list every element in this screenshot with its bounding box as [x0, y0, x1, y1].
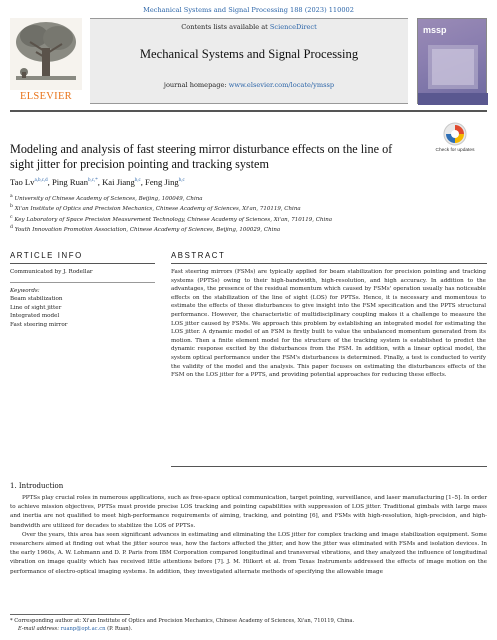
affiliation-item	[10, 193, 480, 203]
email-link[interactable]: ruanp@opt.ac.cn	[60, 626, 106, 633]
check-for-updates-icon[interactable]	[441, 122, 469, 160]
email-line	[10, 625, 487, 633]
article-info-divider	[10, 263, 155, 264]
author-list: Tao Lv$^{a,b,c,d}$, Ping Ruan$^{b,c,*}$, Kai Jiang$^{b,c}$, Feng Jing$^{b,c}$	[10, 177, 185, 187]
author-name[interactable]: Tao Lv	[10, 177, 35, 187]
article-title: Modeling and analysis of fast steering mirror disturbance effects on the line of sight jitter for precision pointing and tracking system	[10, 142, 393, 171]
keyword-item: Beam stabilization	[10, 296, 63, 303]
elsevier-tree-logo[interactable]	[10, 18, 82, 104]
abstract-heading: ABSTRACT	[171, 251, 226, 260]
masthead-divider	[10, 110, 487, 112]
keywords-label: Keywords:	[10, 287, 40, 294]
affiliation-item	[10, 214, 480, 224]
affiliation-text: Key Laboratory of Space Precision Measurement Technology, Chinese Academy of Sciences, Xi'an, 710119, China	[14, 216, 333, 223]
affiliation-sup: d	[10, 225, 13, 231]
footnote	[10, 617, 487, 633]
contents-prefix: Contents lists available at	[181, 23, 268, 31]
affiliation-item	[10, 203, 480, 213]
corresponding-author-note: * Corresponding author at: Xi'an Institute of Optics and Precision Mechanics, Chinese Academy of Sciences, Xi'an, 710119, China.	[10, 618, 355, 624]
affiliation-sup: c	[10, 214, 13, 220]
journal-reference[interactable]: Mechanical Systems and Signal Processing 188 (2023) 110002	[143, 6, 354, 14]
cover-art-icon	[418, 19, 488, 105]
author-sup[interactable]: a,b,c,d	[34, 178, 48, 184]
keyword-item: Fast steering mirror	[10, 321, 68, 328]
communicated-by: Communicated by J. Rodellar	[10, 269, 93, 275]
affiliation-text: University of Chinese Academy of Sciences, Beijing, 100049, China	[14, 195, 203, 202]
journal-banner	[90, 18, 408, 104]
abstract-divider	[171, 263, 487, 264]
contents-line	[90, 23, 408, 31]
journal-title: Mechanical Systems and Signal Processing	[139, 47, 359, 61]
paragraph: PPTSs play crucial roles in numerous applications, such as free-space optical communication, target pointing, surveillance, and laser manufacturing [1–5]. In order to achieve mission objectives, PPTSs must provide precise LOS tracking and pointing capabilities with suppression of LOS jitter. Traditional gimbals with large mass and inertia are not qualified to meet high-performance requirements of aiming, tracking, and pointing [6], and FSMs with high-resolution, high-precision, and high-bandwidth are utilized for decades to stabilize the LOS of PPTSs.	[10, 495, 488, 529]
author-sup[interactable]: b,c	[134, 178, 141, 184]
author-sup[interactable]: b,c,*	[88, 178, 98, 184]
keyword-item: Line of sight jitter	[10, 304, 62, 311]
homepage-prefix: journal homepage:	[163, 81, 227, 89]
affiliation-list	[10, 193, 480, 235]
introduction-body	[10, 494, 487, 577]
author-sup[interactable]: b,c	[178, 178, 185, 184]
author-name[interactable]: Kai Jiang	[102, 177, 135, 187]
email-label: E-mail address:	[18, 626, 59, 633]
keywords-separator	[10, 282, 155, 283]
keyword-item: Integrated model	[10, 313, 60, 320]
publisher-name: ELSEVIER	[20, 91, 72, 102]
homepage-line	[90, 81, 408, 89]
footnote-separator	[10, 614, 130, 615]
journal-cover-thumbnail[interactable]	[417, 18, 487, 104]
cover-title: mssp	[423, 25, 447, 35]
affiliation-item	[10, 224, 480, 234]
author-name[interactable]: Feng Jing	[145, 177, 179, 187]
homepage-link[interactable]: www.elsevier.com/locate/ymssp	[228, 81, 335, 89]
article-info-heading: ARTICLE INFO	[10, 251, 83, 260]
author-name[interactable]: Ping Ruan	[51, 177, 89, 187]
affiliation-text: Youth Innovation Promotion Association, Chinese Academy of Sciences, Beijing, 100029, China	[14, 227, 281, 234]
sciencedirect-link[interactable]: ScienceDirect	[269, 23, 317, 31]
affiliation-text: Xi'an Institute of Optics and Precision Mechanics, Chinese Academy of Sciences, Xi'an, 710119, China	[14, 206, 301, 213]
check-for-updates-label[interactable]: Check for updates	[435, 148, 475, 153]
abstract-text: Fast steering mirrors (FSMs) are typically applied for beam stabilization for precision pointing and tracking systems (PPTSs) owing to their high-bandwidth, high-resolution, and high accuracy. In addition to the advantages, the presence of the residual momentum which caused by FSMs' operation usually has noticeable effects on the stabilization of the line of sight (LOS) for PPTSs. Hence, it is necessary and momentous to estimate the effects of these disturbances to give insight into the FSM specification and the PPTS structural performance. However, the characteristic of multidisciplinary coupling makes it a challenge to measure the LOS jitter caused by FSMs. We approach this problem by establishing an integrated model for estimating the LOS jitter. A dynamic model of an FSM is firstly built to value the unbalanced momentum generated from its motion. Then a finite element model for the structure of the tracking system is established to predict the dynamic response excited by the disturbances from the FSM. In addition, with a linear optical model, the system optical performance under the FSM's disturbances is determined. Finally, a test is conducted to verify the validity of the model and the analysis. This paper focuses on estimating the disturbances effects of the FSM on the LOS jitter for a PPTS, and providing potential approaches for reducing these effects.	[171, 269, 486, 379]
affiliation-sup: a	[10, 194, 13, 199]
abstract-end-divider	[171, 466, 487, 467]
affiliation-sup: b	[10, 204, 13, 210]
paragraph: Over the years, this area has seen significant advances in estimating and eliminating the LOS jitter for complex tracking and image stabilization equipment. Some researchers aimed at finding out what the jitter source was, how the factors affected the jitter, and how the jitter was eliminated with FSMs and isolation devices. In the early 1960s, A. W. Lohmann and D. P. Paris from IBM Corporation compared longitudinal and transversal vibrations, and they analyzed the influence of longitudinal vibration on image quality which has received little attentions before [7]. J. M. Hilkert et al. from Texas Instruments addressed the effects of image motion on the performance of electro-optical imaging systems. In addition, they investigated alternate methods of specifying the allowable image	[10, 531, 487, 575]
email-suffix: (P. Ruan).	[107, 626, 133, 633]
tree-icon	[10, 18, 82, 90]
masthead	[10, 18, 487, 104]
introduction-heading: 1. Introduction	[10, 482, 64, 490]
article-info-panel	[10, 268, 155, 330]
